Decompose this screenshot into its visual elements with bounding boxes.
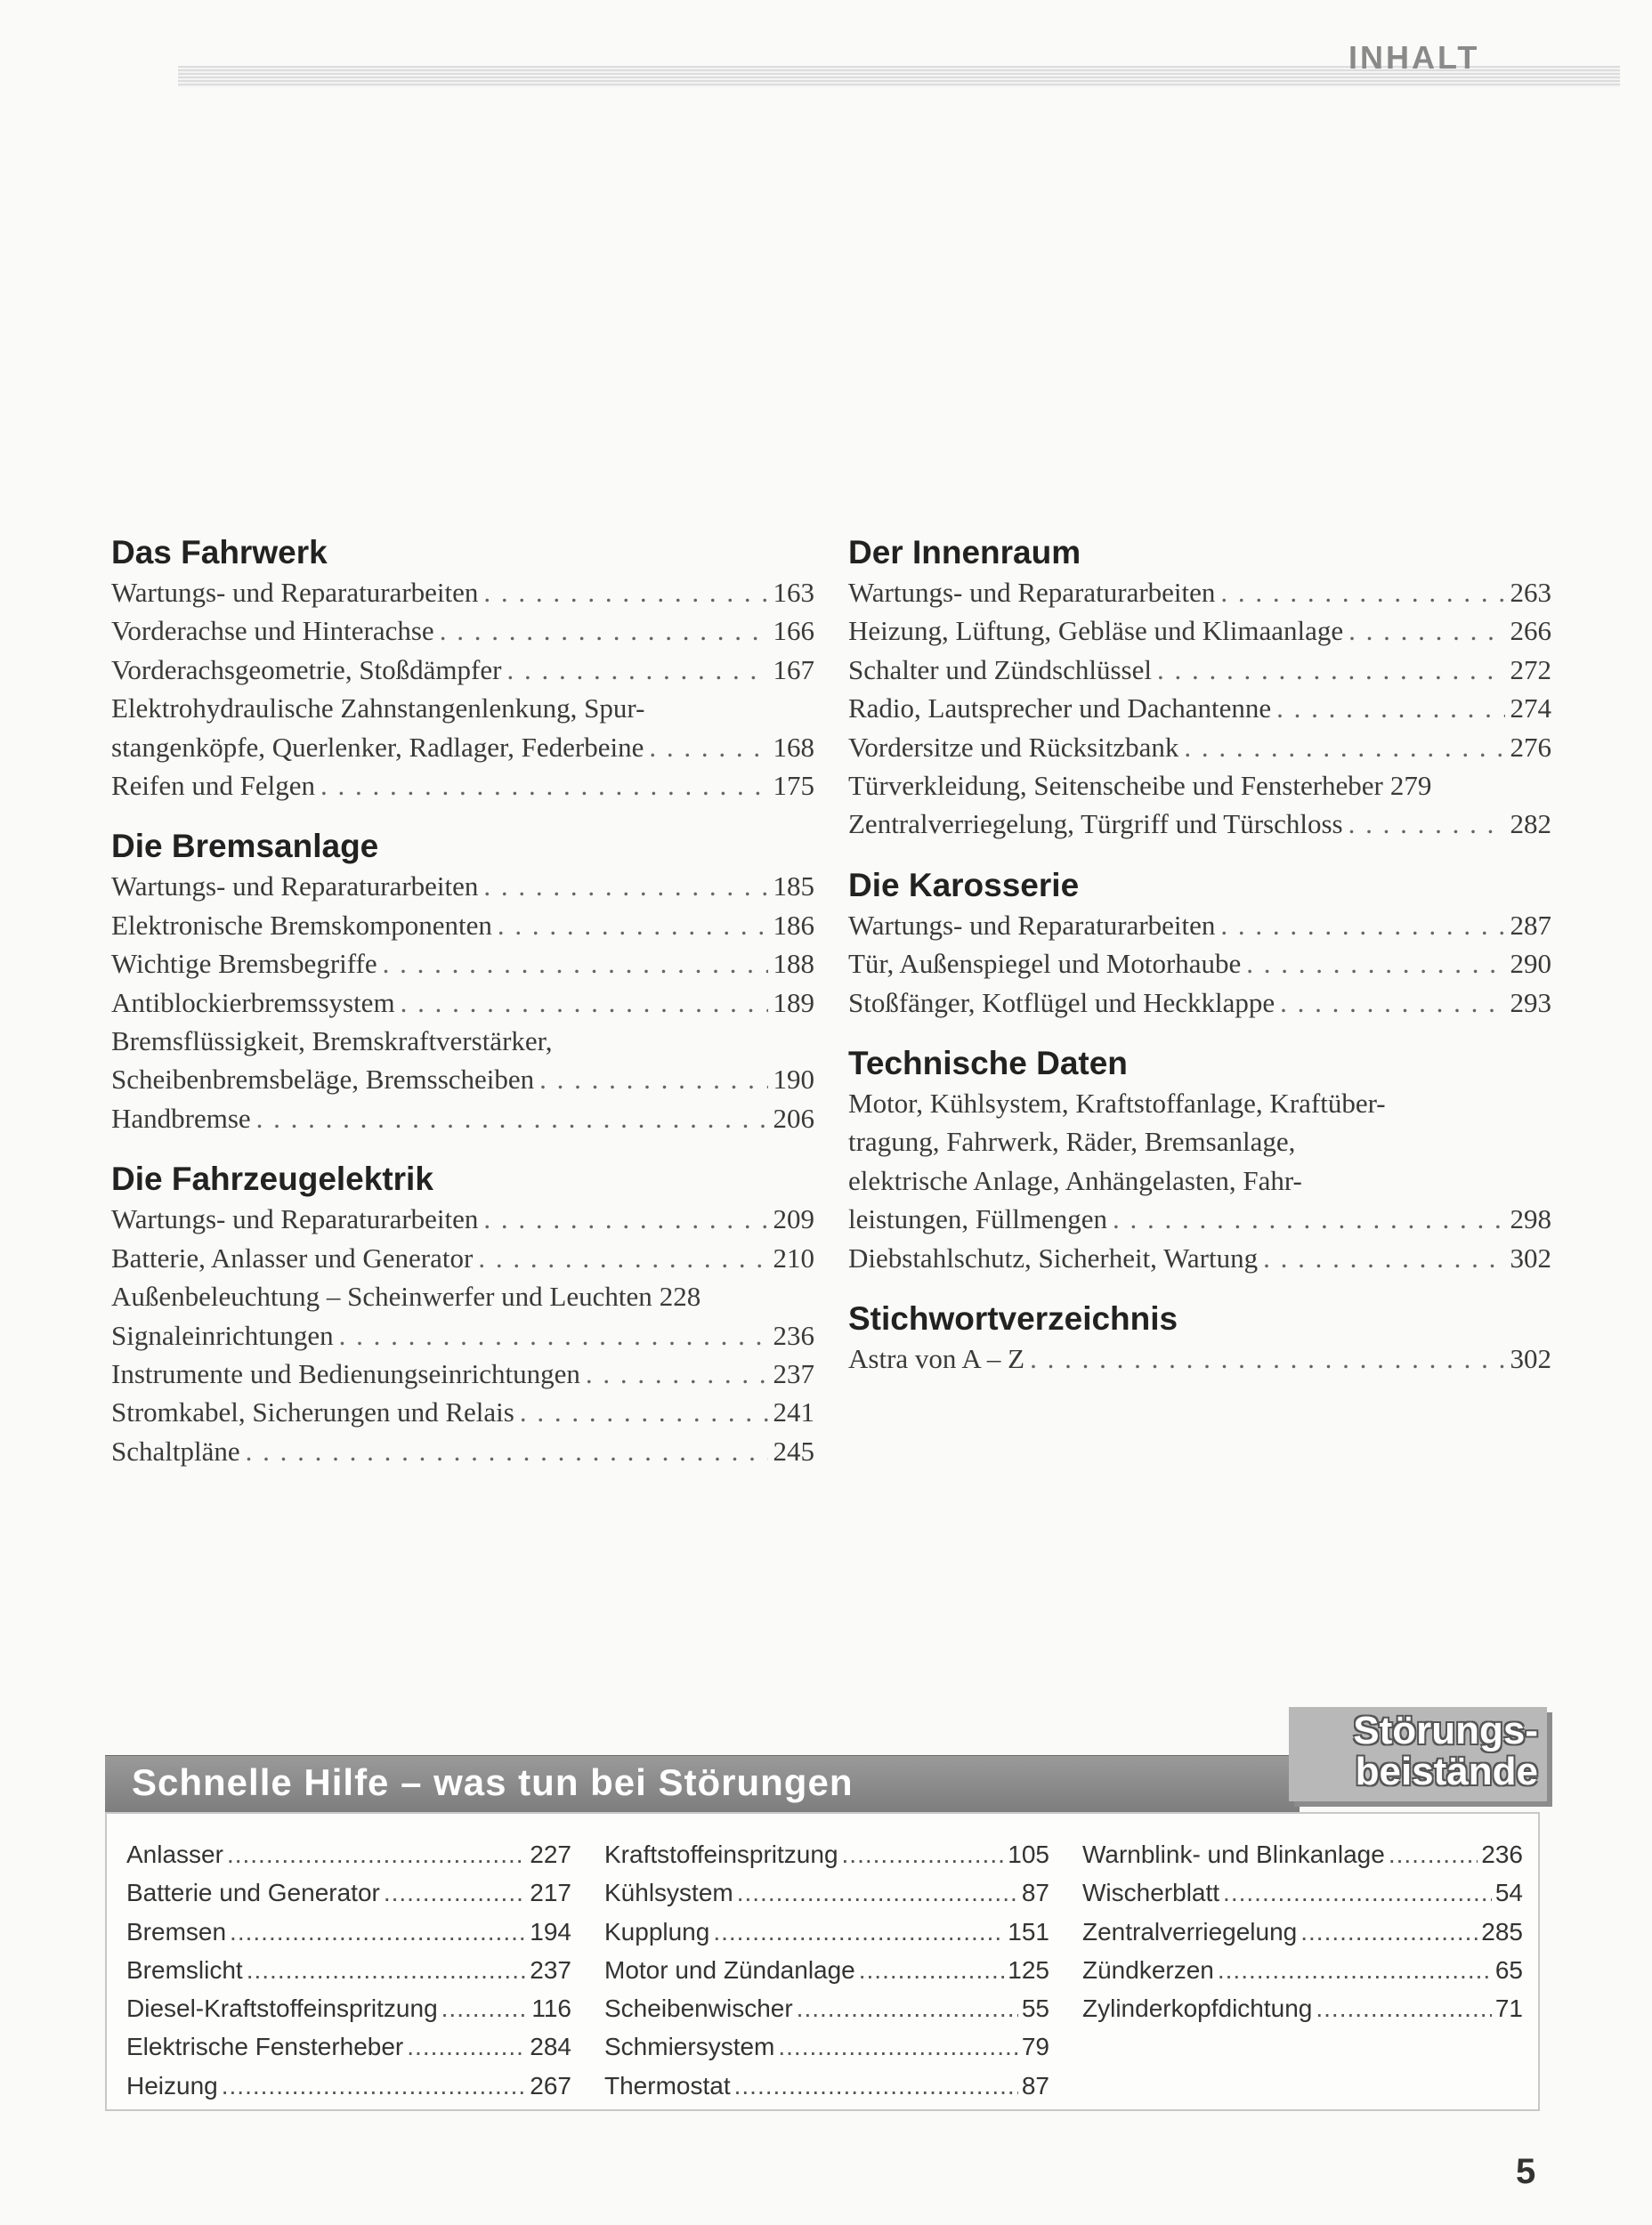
dot-leader xyxy=(441,1989,529,2027)
toc-entry[interactable] xyxy=(111,983,814,1022)
toc-entry-page: 167 xyxy=(773,653,814,685)
dot-leader xyxy=(1157,651,1505,689)
dot-leader xyxy=(737,1873,1018,1912)
toc-entry[interactable] xyxy=(111,1432,814,1470)
toc-entry-page: 282 xyxy=(1510,808,1551,840)
dot-leader xyxy=(1276,689,1504,727)
dot-leader xyxy=(1348,611,1504,650)
dot-leader xyxy=(483,867,767,905)
dot-leader xyxy=(246,1432,768,1470)
dot-leader xyxy=(1223,1873,1492,1912)
toc-entry-text: Radio, Lautsprecher und Dachantenne xyxy=(848,692,1272,724)
toc-entry[interactable] xyxy=(848,1200,1551,1238)
dot-leader xyxy=(859,1951,1005,1989)
quick-help-entry-page: 105 xyxy=(1008,1841,1049,1868)
toc-entry-text: Reifen und Felgen xyxy=(111,770,316,802)
dot-leader xyxy=(483,1200,767,1238)
quick-help-title: Schnelle Hilfe – was tun bei Störungen xyxy=(132,1761,854,1803)
toc-entry-page: 228 xyxy=(659,1281,701,1313)
section-title: Stichwortverzeichnis xyxy=(848,1300,1178,1338)
toc-section xyxy=(848,1299,1551,1378)
dot-leader xyxy=(1348,805,1505,843)
dot-leader xyxy=(778,2027,1017,2066)
toc-section xyxy=(111,1159,814,1470)
quick-help-entry-page: 125 xyxy=(1008,1955,1049,1984)
dot-leader xyxy=(478,1239,767,1277)
toc-entry-page: 237 xyxy=(773,1357,814,1389)
dot-leader xyxy=(734,2067,1018,2105)
toc-entry[interactable] xyxy=(111,1355,814,1393)
quick-help-entry-page: 267 xyxy=(530,2071,571,2100)
toc-entry[interactable] xyxy=(111,651,814,689)
dot-leader xyxy=(222,2067,527,2105)
quick-help-column xyxy=(1082,1835,1523,2027)
quick-help-entry-page: 54 xyxy=(1494,1879,1523,1907)
toc-entry-text: Türverkleidung, Seitenscheibe und Fensterheber xyxy=(848,770,1383,802)
toc-entry[interactable] xyxy=(848,611,1551,650)
toc-entry-text: Schalter und Zündschlüssel xyxy=(848,653,1152,685)
toc-entry-text: Zentralverriegelung, Türgriff und Türschloss xyxy=(848,808,1343,840)
toc-entry[interactable] xyxy=(111,1060,814,1098)
quick-help-entry-page: 65 xyxy=(1494,1955,1523,1984)
dot-leader xyxy=(384,1873,526,1912)
quick-help-entry[interactable] xyxy=(126,1951,571,1989)
toc-entry-text: Vorderachsgeometrie, Stoßdämpfer xyxy=(111,653,502,685)
toc-entry-text: Batterie, Anlasser und Generator xyxy=(111,1242,474,1274)
quick-help-column xyxy=(126,1835,571,2105)
badge-line-2: beistände xyxy=(1355,1750,1538,1793)
section-title: Die Fahrzeugelektrik xyxy=(111,1161,433,1198)
stoerungsbeistaende-badge xyxy=(1289,1707,1547,1801)
section-title: Das Fahrwerk xyxy=(111,534,328,570)
toc-right-column xyxy=(848,532,1551,1400)
dot-leader xyxy=(1113,1200,1504,1238)
toc-entry-text: Außenbeleuchtung – Scheinwerfer und Leuchten xyxy=(111,1281,652,1313)
toc-entry-text: Wartungs- und Reparaturarbeiten xyxy=(848,909,1216,941)
toc-entry[interactable] xyxy=(848,805,1551,843)
quick-help-entry[interactable] xyxy=(1082,1913,1523,1951)
quick-help-entry[interactable] xyxy=(126,2027,571,2066)
quick-help-entry-page: 151 xyxy=(1008,1917,1049,1946)
toc-entry-line[interactable]: Motor, Kühlsystem, Kraftstoffanlage, Kraftüber- xyxy=(848,1088,1386,1120)
toc-entry[interactable] xyxy=(848,573,1551,611)
section-title: Technische Daten xyxy=(848,1045,1128,1082)
toc-entry[interactable] xyxy=(848,728,1551,766)
toc-left-column xyxy=(111,532,814,1492)
toc-entry-text: Heizung, Lüftung, Gebläse und Klimaanlage xyxy=(848,615,1344,647)
quick-help-entry[interactable] xyxy=(604,1835,1049,1873)
dot-leader xyxy=(649,728,767,766)
toc-entry-page: 276 xyxy=(1510,731,1551,763)
toc-entry-page: 272 xyxy=(1510,653,1551,685)
section-title: Der Innenraum xyxy=(848,534,1081,570)
toc-entry[interactable] xyxy=(111,1099,814,1137)
quick-help-entry-page: 227 xyxy=(530,1841,571,1868)
badge-line-1: Störungs- xyxy=(1353,1709,1538,1752)
toc-entry-text: Vordersitze und Rücksitzbank xyxy=(848,731,1179,763)
toc-entry-line[interactable]: Elektrohydraulische Zahnstangenlenkung, Spur- xyxy=(111,692,645,724)
toc-entry-page: 175 xyxy=(773,770,814,802)
toc-entry-text: Antiblockierbremssystem xyxy=(111,986,395,1018)
quick-help-entry-text: Anlasser xyxy=(126,1841,223,1868)
dot-leader xyxy=(1030,1339,1504,1378)
toc-entry-page: 263 xyxy=(1510,577,1551,608)
quick-help-entry-page: 237 xyxy=(530,1955,571,1984)
quick-help-entry-page: 55 xyxy=(1021,1994,1049,2023)
toc-entry-text: Astra von A – Z xyxy=(848,1343,1025,1375)
dot-leader xyxy=(1246,944,1504,983)
quick-help-entry-page: 79 xyxy=(1021,2033,1049,2061)
toc-entry-page: 302 xyxy=(1510,1343,1551,1375)
toc-entry-page: 241 xyxy=(773,1396,814,1428)
dot-leader xyxy=(539,1060,767,1098)
dot-leader xyxy=(1280,983,1504,1022)
toc-entry-text: Diebstahlschutz, Sicherheit, Wartung xyxy=(848,1242,1259,1274)
quick-help-banner xyxy=(105,1755,1300,1813)
quick-help-box xyxy=(105,1812,1540,2111)
toc-section xyxy=(111,826,814,1137)
dot-leader xyxy=(586,1355,768,1393)
dot-leader xyxy=(230,1913,526,1951)
toc-entry-page: 302 xyxy=(1510,1242,1551,1274)
quick-help-entry-page: 194 xyxy=(530,1917,571,1946)
toc-entry-page: 206 xyxy=(773,1102,814,1134)
toc-entry-text: leistungen, Füllmengen xyxy=(848,1203,1108,1235)
quick-help-entry-text: Thermostat xyxy=(604,2071,731,2100)
dot-leader xyxy=(256,1099,768,1137)
dot-leader xyxy=(842,1835,1005,1873)
quick-help-entry[interactable] xyxy=(1082,1951,1523,1989)
toc-entry-text: stangenköpfe, Querlenker, Radlager, Federbeine xyxy=(111,731,644,763)
quick-help-entry[interactable] xyxy=(604,2067,1049,2105)
quick-help-entry-text: Warnblink- und Blinkanlage xyxy=(1082,1841,1385,1868)
toc-entry[interactable] xyxy=(111,611,814,650)
quick-help-entry[interactable] xyxy=(604,1913,1049,1951)
toc-section xyxy=(848,532,1551,844)
toc-entry[interactable] xyxy=(111,766,814,805)
toc-entry-text: Tür, Außenspiegel und Motorhaube xyxy=(848,948,1242,980)
quick-help-entry-text: Bremslicht xyxy=(126,1955,243,1984)
dot-leader xyxy=(1220,573,1504,611)
toc-entry[interactable] xyxy=(111,1239,814,1277)
quick-help-entry[interactable] xyxy=(604,1989,1049,2027)
dot-leader xyxy=(1316,1989,1491,2027)
dot-leader xyxy=(797,1989,1018,2027)
dot-leader xyxy=(227,1835,526,1873)
dot-leader xyxy=(506,651,767,689)
quick-help-entry[interactable] xyxy=(604,1873,1049,1912)
quick-help-entry-page: 116 xyxy=(531,1994,571,2023)
toc-entry-text: Signaleinrichtungen xyxy=(111,1319,334,1351)
toc-entry-page: 186 xyxy=(773,909,814,941)
quick-help-entry-text: Diesel-Kraftstoffeinspritzung xyxy=(126,1994,438,2023)
toc-entry[interactable] xyxy=(111,867,814,905)
toc-entry-page: 190 xyxy=(773,1064,814,1096)
quick-help-entry[interactable] xyxy=(1082,1835,1523,1873)
toc-entry-page: 274 xyxy=(1510,692,1551,724)
toc-entry-page: 290 xyxy=(1510,948,1551,980)
quick-help-entry-text: Heizung xyxy=(126,2071,218,2100)
page-number: 5 xyxy=(1516,2152,1536,2191)
toc-entry[interactable] xyxy=(848,944,1551,983)
toc-entry-page: 293 xyxy=(1510,986,1551,1018)
toc-entry[interactable] xyxy=(111,1200,814,1238)
section-title: Die Bremsanlage xyxy=(111,828,379,865)
quick-help-entry-page: 236 xyxy=(1481,1841,1523,1868)
toc-section xyxy=(848,865,1551,1022)
section-title: Die Karosserie xyxy=(848,866,1080,903)
toc-entry-page: 210 xyxy=(773,1242,814,1274)
quick-help-entry-text: Batterie und Generator xyxy=(126,1879,380,1907)
toc-entry-text: Vorderachse und Hinterachse xyxy=(111,615,434,647)
toc-entry-page: 236 xyxy=(773,1319,814,1351)
toc-entry-page: 189 xyxy=(773,986,814,1018)
toc-entry[interactable] xyxy=(848,651,1551,689)
dot-leader xyxy=(483,573,767,611)
toc-entry-page: 266 xyxy=(1510,615,1551,647)
quick-help-entry-text: Scheibenwischer xyxy=(604,1994,793,2023)
quick-help-entry-text: Kühlsystem xyxy=(604,1879,733,1907)
dot-leader xyxy=(1300,1913,1478,1951)
dot-leader xyxy=(1218,1951,1492,1989)
quick-help-entry-page: 285 xyxy=(1481,1917,1523,1946)
toc-entry-text: Wartungs- und Reparaturarbeiten xyxy=(111,870,479,902)
toc-entry-text: Scheibenbremsbeläge, Bremsscheiben xyxy=(111,1064,535,1096)
toc-entry-text: Instrumente und Bedienungseinrichtungen xyxy=(111,1357,580,1389)
toc-entry-text: Stromkabel, Sicherungen und Relais xyxy=(111,1396,514,1428)
toc-section xyxy=(111,532,814,805)
toc-entry-line[interactable]: elektrische Anlage, Anhängelasten, Fahr- xyxy=(848,1164,1302,1196)
dot-leader xyxy=(1263,1239,1504,1277)
dot-leader xyxy=(1184,728,1504,766)
toc-entry[interactable] xyxy=(111,1316,814,1355)
toc-entry-page: 185 xyxy=(773,870,814,902)
quick-help-entry[interactable] xyxy=(126,1873,571,1912)
quick-help-entry-text: Zündkerzen xyxy=(1082,1955,1214,1984)
quick-help-entry[interactable] xyxy=(126,1989,571,2027)
quick-help-entry[interactable] xyxy=(604,2027,1049,2066)
quick-help-column xyxy=(604,1835,1049,2105)
toc-entry-page: 188 xyxy=(773,948,814,980)
dot-leader xyxy=(1220,906,1504,944)
toc-entry[interactable] xyxy=(111,944,814,983)
quick-help-entry[interactable] xyxy=(126,1835,571,1873)
dot-leader xyxy=(339,1316,768,1355)
toc-entry[interactable] xyxy=(848,766,1551,805)
page-header-title: INHALT xyxy=(1348,39,1480,76)
toc-entry-text: Elektronische Bremskomponenten xyxy=(111,909,492,941)
quick-help-entry-page: 71 xyxy=(1494,1994,1523,2023)
dot-leader xyxy=(498,906,768,944)
toc-entry[interactable] xyxy=(111,1393,814,1431)
dot-leader xyxy=(407,2027,526,2066)
toc-entry-text: Handbremse xyxy=(111,1102,251,1134)
toc-entry-text: Wartungs- und Reparaturarbeiten xyxy=(111,577,479,608)
quick-help-entry-text: Zentralverriegelung xyxy=(1082,1917,1298,1946)
toc-entry-line[interactable]: Bremsflüssigkeit, Bremskraftverstärker, xyxy=(111,1025,553,1057)
toc-entry-page: 209 xyxy=(773,1203,814,1235)
quick-help-entry-text: Zylinderkopfdichtung xyxy=(1082,1994,1313,2023)
quick-help-entry[interactable] xyxy=(1082,1873,1523,1912)
dot-leader xyxy=(401,983,768,1022)
toc-entry-text: Wartungs- und Reparaturarbeiten xyxy=(848,577,1216,608)
toc-entry-text: Wartungs- und Reparaturarbeiten xyxy=(111,1203,479,1235)
quick-help-entry-text: Schmiersystem xyxy=(604,2033,775,2061)
toc-section xyxy=(848,1043,1551,1277)
dot-leader xyxy=(247,1951,527,1989)
toc-entry-page: 245 xyxy=(773,1435,814,1467)
toc-entry[interactable] xyxy=(111,728,814,766)
dot-leader xyxy=(520,1393,768,1431)
toc-entry-page: 279 xyxy=(1389,770,1432,802)
quick-help-entry-text: Kraftstoffeinspritzung xyxy=(604,1841,838,1868)
quick-help-entry[interactable] xyxy=(126,2067,571,2105)
quick-help-entry-page: 87 xyxy=(1021,1879,1049,1907)
quick-help-entry-text: Kupplung xyxy=(604,1917,710,1946)
toc-entry[interactable] xyxy=(848,1239,1551,1277)
dot-leader xyxy=(320,766,767,805)
toc-entry[interactable] xyxy=(848,1339,1551,1378)
toc-entry[interactable] xyxy=(111,906,814,944)
dot-leader xyxy=(1389,1835,1478,1873)
quick-help-entry-text: Wischerblatt xyxy=(1082,1879,1220,1907)
quick-help-entry[interactable] xyxy=(604,1951,1049,1989)
toc-entry-page: 168 xyxy=(773,731,814,763)
toc-entry[interactable] xyxy=(848,906,1551,944)
toc-entry[interactable] xyxy=(848,983,1551,1022)
quick-help-entry[interactable] xyxy=(126,1913,571,1951)
toc-entry-text: Schaltpläne xyxy=(111,1435,240,1467)
dot-leader xyxy=(713,1913,1004,1951)
quick-help-entry-page: 217 xyxy=(530,1879,571,1907)
toc-entry-text: Wichtige Bremsbegriffe xyxy=(111,948,377,980)
dot-leader xyxy=(440,611,768,650)
toc-entry-page: 166 xyxy=(773,615,814,647)
quick-help-entry-page: 87 xyxy=(1021,2071,1049,2100)
dot-leader xyxy=(383,944,768,983)
quick-help-entry[interactable] xyxy=(1082,1989,1523,2027)
toc-entry[interactable] xyxy=(848,689,1551,727)
toc-entry-page: 163 xyxy=(773,577,814,608)
toc-entry[interactable] xyxy=(111,1277,814,1315)
toc-entry[interactable] xyxy=(111,573,814,611)
quick-help-entry-page: 284 xyxy=(530,2033,571,2061)
quick-help-entry-text: Elektrische Fensterheber xyxy=(126,2033,404,2061)
quick-help-entry-text: Bremsen xyxy=(126,1917,227,1946)
toc-entry-line[interactable]: tragung, Fahrwerk, Räder, Bremsanlage, xyxy=(848,1126,1296,1158)
toc-entry-page: 298 xyxy=(1510,1203,1551,1235)
toc-entry-text: Stoßfänger, Kotflügel und Heckklappe xyxy=(848,986,1275,1018)
toc-entry-page: 287 xyxy=(1510,909,1551,941)
quick-help-entry-text: Motor und Zündanlage xyxy=(604,1955,855,1984)
